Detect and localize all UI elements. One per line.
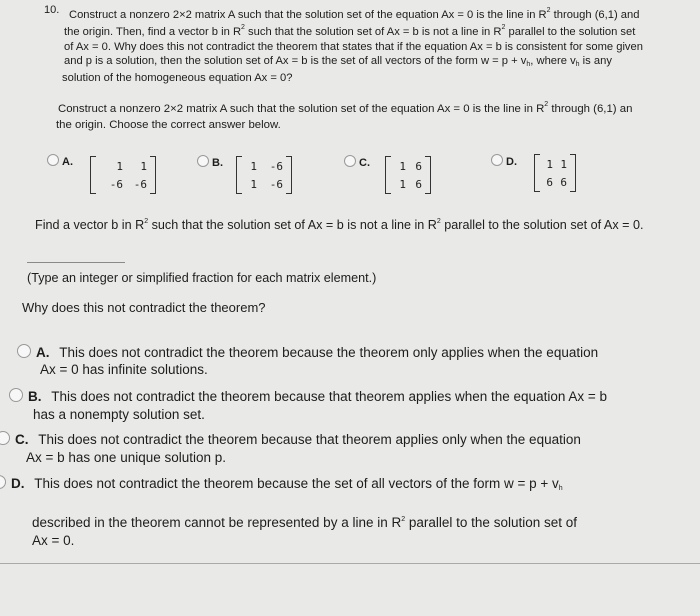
- radio-button-choice-c[interactable]: [0, 431, 10, 445]
- answer-input-line[interactable]: [27, 262, 125, 263]
- matrix-cell: 1: [399, 178, 406, 191]
- matrix-cell: 6: [560, 176, 567, 189]
- choice-a[interactable]: [17, 344, 598, 361]
- choice-c-label: C.: [15, 432, 29, 447]
- radio-button-d[interactable]: [491, 154, 503, 166]
- choice-d[interactable]: [0, 475, 563, 492]
- choice-d-text-1: This does not contradict the theorem because the set of all vectors of the form $w = p + v_h$: [34, 476, 563, 492]
- choice-b[interactable]: [9, 388, 607, 405]
- choice-d-text-2: described in the theorem cannot be represented by a line in $R^2$ parallel to the solution set of: [32, 515, 577, 530]
- radio-button-choice-a[interactable]: [17, 344, 31, 358]
- radio-button-a[interactable]: [47, 154, 59, 166]
- matrix-cell: 1: [116, 160, 123, 173]
- option-d-label: D.: [506, 156, 517, 168]
- matrix-option-d[interactable]: [534, 154, 576, 192]
- intro-line-5: solution of the homogeneous equation Ax = 0?: [62, 72, 293, 84]
- part1-line-2: the origin. Choose the correct answer below.: [56, 119, 281, 131]
- intro-line-1: Construct a nonzero 2×2 matrix A such that the solution set of the equation Ax = 0 is the line in $R^2$ through (6,1) and: [69, 7, 640, 21]
- matrix-cell: -6: [109, 178, 123, 191]
- part3-prompt: Why does this not contradict the theorem?: [22, 300, 266, 315]
- option-c-label: C.: [359, 157, 370, 169]
- radio-button-c[interactable]: [344, 155, 356, 167]
- part1-line-1: Construct a nonzero 2×2 matrix A such that the solution set of the equation Ax = 0 is the line in $R^2$ through (6,1) an: [58, 101, 633, 115]
- option-d-radio-group[interactable]: [491, 152, 517, 170]
- choice-b-label: B.: [28, 389, 42, 404]
- radio-button-choice-d[interactable]: [0, 475, 6, 489]
- radio-button-choice-b[interactable]: [9, 388, 23, 402]
- question-number: 10.: [44, 4, 60, 16]
- choice-d-text-3: Ax = 0.: [32, 533, 75, 548]
- part2-hint: (Type an integer or simplified fraction for each matrix element.): [27, 271, 377, 285]
- matrix-cell: 1: [399, 160, 406, 173]
- choice-c[interactable]: [0, 431, 581, 448]
- matrix-cell: 1: [140, 160, 147, 173]
- option-b-label: B.: [212, 157, 223, 169]
- matrix-cell: 1: [546, 158, 553, 171]
- matrix-cell: 1: [560, 158, 567, 171]
- choice-d-label: D.: [11, 476, 25, 491]
- matrix-cell: 6: [415, 160, 422, 173]
- option-b-radio-group[interactable]: [197, 153, 223, 171]
- option-a-label: A.: [62, 156, 73, 168]
- bottom-divider: [0, 563, 700, 564]
- matrix-option-c[interactable]: [385, 156, 431, 194]
- radio-button-b[interactable]: [197, 155, 209, 167]
- choice-b-text-1: This does not contradict the theorem because that theorem applies when the equation Ax = b: [51, 389, 607, 404]
- matrix-cell: 6: [546, 176, 553, 189]
- choice-a-text-2: Ax = 0 has infinite solutions.: [40, 362, 208, 377]
- choice-b-text-2: has a nonempty solution set.: [33, 407, 205, 422]
- option-c-radio-group[interactable]: [344, 153, 370, 171]
- intro-line-2: the origin. Then, find a vector b in $R^2$ such that the solution set of Ax = b is not a line in $R^2$ parallel to the solution set: [64, 24, 636, 38]
- matrix-option-a[interactable]: [90, 156, 156, 194]
- part2-prompt: Find a vector b in $R^2$ such that the solution set of Ax = b is not a line in $R^2$ parallel to the solution set of Ax = 0.: [35, 218, 644, 232]
- choice-c-text-1: This does not contradict the theorem because that theorem applies only when the equation: [38, 432, 581, 447]
- matrix-option-b[interactable]: [236, 156, 292, 194]
- matrix-cell: 1: [250, 160, 257, 173]
- matrix-cell: -6: [269, 160, 283, 173]
- matrix-cell: -6: [269, 178, 283, 191]
- choice-c-text-2: Ax = b has one unique solution p.: [26, 450, 227, 465]
- matrix-cell: -6: [133, 178, 147, 191]
- option-a-radio-group[interactable]: [47, 152, 73, 170]
- choice-a-text-1: This does not contradict the theorem because the theorem only applies when the equation: [59, 345, 599, 360]
- choice-a-label: A.: [36, 345, 50, 360]
- intro-line-4: and p is a solution, then the solution set of Ax = b is the set of all vectors of the form $w = p + v_h$, where $v_h$ is any: [64, 55, 612, 68]
- matrix-cell: 6: [415, 178, 422, 191]
- matrix-cell: 1: [250, 178, 257, 191]
- intro-line-3: of Ax = 0. Why does this not contradict the theorem that states that if the equation Ax = b is consistent for some given: [64, 41, 643, 53]
